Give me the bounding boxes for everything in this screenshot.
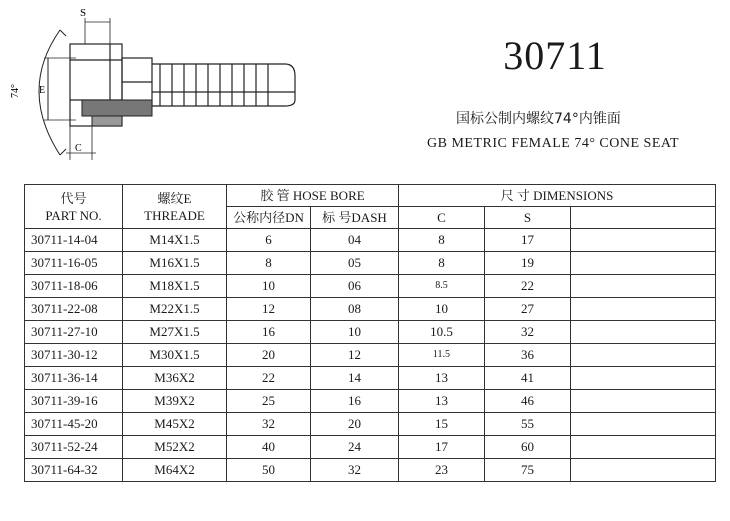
- table-row: [25, 321, 716, 344]
- cell-dash: 05: [311, 252, 399, 275]
- part-number-title: 30711: [503, 33, 607, 78]
- cell-dn: 16: [227, 321, 311, 344]
- cell-c: 23: [399, 459, 485, 482]
- header-s: S: [485, 207, 571, 229]
- cell-thread: M52X2: [123, 436, 227, 459]
- header-hose-bore: 胶 管 HOSE BORE: [227, 185, 399, 207]
- cell-dash: 10: [311, 321, 399, 344]
- header-dash: 标 号DASH: [311, 207, 399, 229]
- cell-thread: M45X2: [123, 413, 227, 436]
- cell-dash: 24: [311, 436, 399, 459]
- table-row: [25, 436, 716, 459]
- cell-s: 41: [485, 367, 571, 390]
- header-part-en: PART NO.: [45, 207, 102, 223]
- header-thread-cn: 螺纹E: [157, 190, 192, 206]
- cell-c: 13: [399, 367, 485, 390]
- cell-s: 22: [485, 275, 571, 298]
- table-row: [25, 367, 716, 390]
- table-row: [25, 229, 716, 252]
- header-dn: 公称内径DN: [227, 207, 311, 229]
- cell-empty: [571, 252, 716, 275]
- cell-thread: M22X1.5: [123, 298, 227, 321]
- cell-dn: 50: [227, 459, 311, 482]
- table-row: [25, 390, 716, 413]
- fitting-drawing: [0, 0, 310, 175]
- cell-empty: [571, 229, 716, 252]
- cell-s: 55: [485, 413, 571, 436]
- cell-dash: 20: [311, 413, 399, 436]
- table-row: [25, 298, 716, 321]
- cell-empty: [571, 344, 716, 367]
- header-thread: [123, 185, 227, 229]
- cell-empty: [571, 275, 716, 298]
- cell-thread: M18X1.5: [123, 275, 227, 298]
- title-chinese: 国标公制内螺纹74°内锥面: [456, 111, 621, 127]
- cell-dash: 06: [311, 275, 399, 298]
- header-c: C: [399, 207, 485, 229]
- cell-c: 10: [399, 298, 485, 321]
- cell-empty: [571, 321, 716, 344]
- cell-dash: 14: [311, 367, 399, 390]
- label-e: E: [39, 85, 46, 96]
- label-c: C: [75, 143, 82, 154]
- cell-part: 30711-64-32: [25, 459, 123, 482]
- label-s: S: [80, 7, 87, 19]
- header-empty: [571, 207, 716, 229]
- cell-c: 8: [399, 252, 485, 275]
- cell-empty: [571, 413, 716, 436]
- cell-dash: 08: [311, 298, 399, 321]
- cell-thread: M39X2: [123, 390, 227, 413]
- cell-part: 30711-52-24: [25, 436, 123, 459]
- header-thread-en: THREADE: [144, 207, 205, 223]
- cell-part: 30711-16-05: [25, 252, 123, 275]
- spec-table: [24, 184, 716, 482]
- cell-empty: [571, 298, 716, 321]
- table-row: [25, 275, 716, 298]
- cell-dn: 22: [227, 367, 311, 390]
- cell-dash: 04: [311, 229, 399, 252]
- cell-dn: 25: [227, 390, 311, 413]
- cell-s: 19: [485, 252, 571, 275]
- cell-dash: 32: [311, 459, 399, 482]
- cell-dash: 12: [311, 344, 399, 367]
- cell-empty: [571, 436, 716, 459]
- cell-s: 32: [485, 321, 571, 344]
- cell-empty: [571, 390, 716, 413]
- cell-c: 13: [399, 390, 485, 413]
- cell-s: 17: [485, 229, 571, 252]
- cell-dn: 10: [227, 275, 311, 298]
- header-part-cn: 代号: [60, 190, 87, 206]
- cell-part: 30711-45-20: [25, 413, 123, 436]
- cell-thread: M30X1.5: [123, 344, 227, 367]
- header-part: [25, 185, 123, 229]
- table-row: [25, 252, 716, 275]
- cell-s: 75: [485, 459, 571, 482]
- cell-part: 30711-39-16: [25, 390, 123, 413]
- cell-empty: [571, 367, 716, 390]
- cell-s: 27: [485, 298, 571, 321]
- cell-dn: 6: [227, 229, 311, 252]
- cell-part: 30711-14-04: [25, 229, 123, 252]
- cell-dn: 20: [227, 344, 311, 367]
- header-dimensions: 尺 寸 DIMENSIONS: [399, 185, 716, 207]
- cell-empty: [571, 459, 716, 482]
- cell-thread: M64X2: [123, 459, 227, 482]
- cell-c: 8: [399, 229, 485, 252]
- cell-thread: M27X1.5: [123, 321, 227, 344]
- cell-s: 60: [485, 436, 571, 459]
- cell-dn: 40: [227, 436, 311, 459]
- cell-dn: 32: [227, 413, 311, 436]
- label-angle: 74°: [10, 84, 21, 98]
- cell-part: 30711-36-14: [25, 367, 123, 390]
- cell-dn: 12: [227, 298, 311, 321]
- cell-thread: M36X2: [123, 367, 227, 390]
- cell-c: 15: [399, 413, 485, 436]
- cell-s: 46: [485, 390, 571, 413]
- title-english: GB METRIC FEMALE 74° CONE SEAT: [427, 136, 679, 151]
- cell-dn: 8: [227, 252, 311, 275]
- cell-c: 8.5: [399, 275, 485, 298]
- cell-c: 10.5: [399, 321, 485, 344]
- table-row: [25, 344, 716, 367]
- cell-part: 30711-22-08: [25, 298, 123, 321]
- cell-s: 36: [485, 344, 571, 367]
- cell-dash: 16: [311, 390, 399, 413]
- table-row: [25, 413, 716, 436]
- table-row: [25, 459, 716, 482]
- cell-part: 30711-30-12: [25, 344, 123, 367]
- cell-thread: M16X1.5: [123, 252, 227, 275]
- cell-part: 30711-27-10: [25, 321, 123, 344]
- cell-part: 30711-18-06: [25, 275, 123, 298]
- cell-thread: M14X1.5: [123, 229, 227, 252]
- cell-c: 17: [399, 436, 485, 459]
- cell-c: 11.5: [399, 344, 485, 367]
